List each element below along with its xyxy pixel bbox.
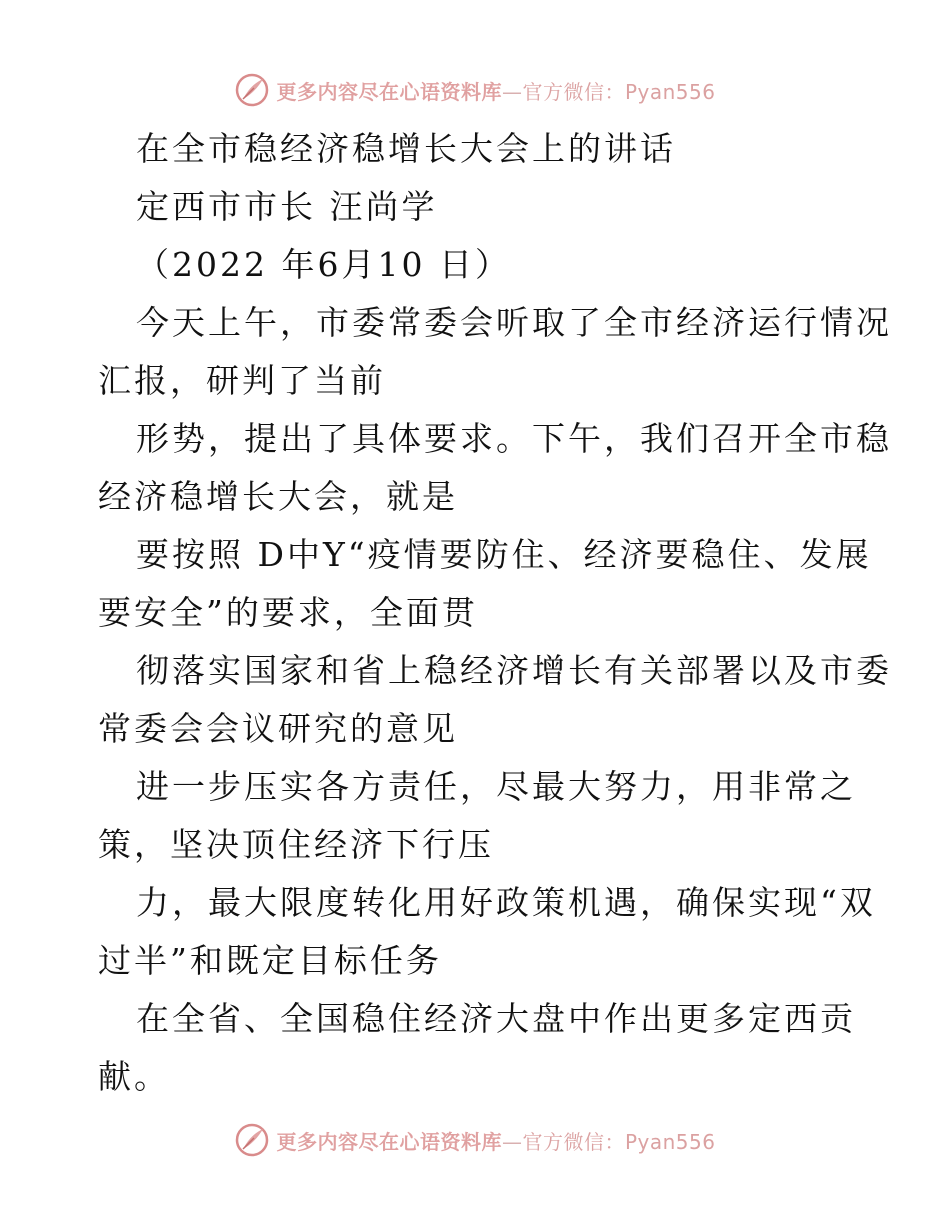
document-date: （2022 年6月10 日）	[136, 245, 511, 284]
feather-pen-icon	[234, 1122, 270, 1158]
watermark-text	[276, 76, 715, 105]
watermark-title: 更多内容尽在心语资料库	[276, 1129, 502, 1154]
paragraph-line: 要按照 D中Y“疫情要防住、经济要稳住、发展	[136, 535, 872, 574]
watermark-contact: 官方微信：Pyan556	[522, 1129, 716, 1154]
paragraph-line: 策，坚决顶住经济下行压	[98, 825, 494, 864]
watermark-separator: —	[501, 79, 523, 104]
feather-pen-icon	[234, 72, 270, 108]
document-title: 在全市稳经济稳增长大会上的讲话	[136, 129, 676, 168]
paragraph-line: 形势，提出了具体要求。下午，我们召开全市稳	[136, 419, 892, 458]
watermark-title: 更多内容尽在心语资料库	[276, 79, 502, 104]
watermark-header	[0, 70, 950, 110]
paragraph-line: 进一步压实各方责任，尽最大努力，用非常之	[136, 767, 856, 806]
paragraph-line: 彻落实国家和省上稳经济增长有关部署以及市委	[136, 651, 892, 690]
document-author: 定西市市长 汪尚学	[136, 187, 438, 226]
paragraph-line: 献。	[98, 1057, 170, 1096]
paragraph-line: 常委会会议研究的意见	[98, 709, 458, 748]
paragraph-line: 汇报，研判了当前	[98, 361, 386, 400]
paragraph-line: 经济稳增长大会，就是	[98, 477, 458, 516]
paragraph-line: 要安全”的要求，全面贯	[98, 593, 478, 632]
watermark-contact: 官方微信：Pyan556	[522, 79, 716, 104]
paragraph-line: 力，最大限度转化用好政策机遇，确保实现“双	[136, 883, 876, 922]
watermark-separator: —	[501, 1129, 523, 1154]
watermark-text	[276, 1126, 715, 1155]
document-body	[98, 120, 892, 1106]
paragraph-line: 在全省、全国稳住经济大盘中作出更多定西贡	[136, 999, 856, 1038]
paragraph-line: 过半”和既定目标任务	[98, 941, 442, 980]
watermark-footer	[0, 1120, 950, 1160]
paragraph-line: 今天上午，市委常委会听取了全市经济运行情况	[136, 303, 892, 342]
